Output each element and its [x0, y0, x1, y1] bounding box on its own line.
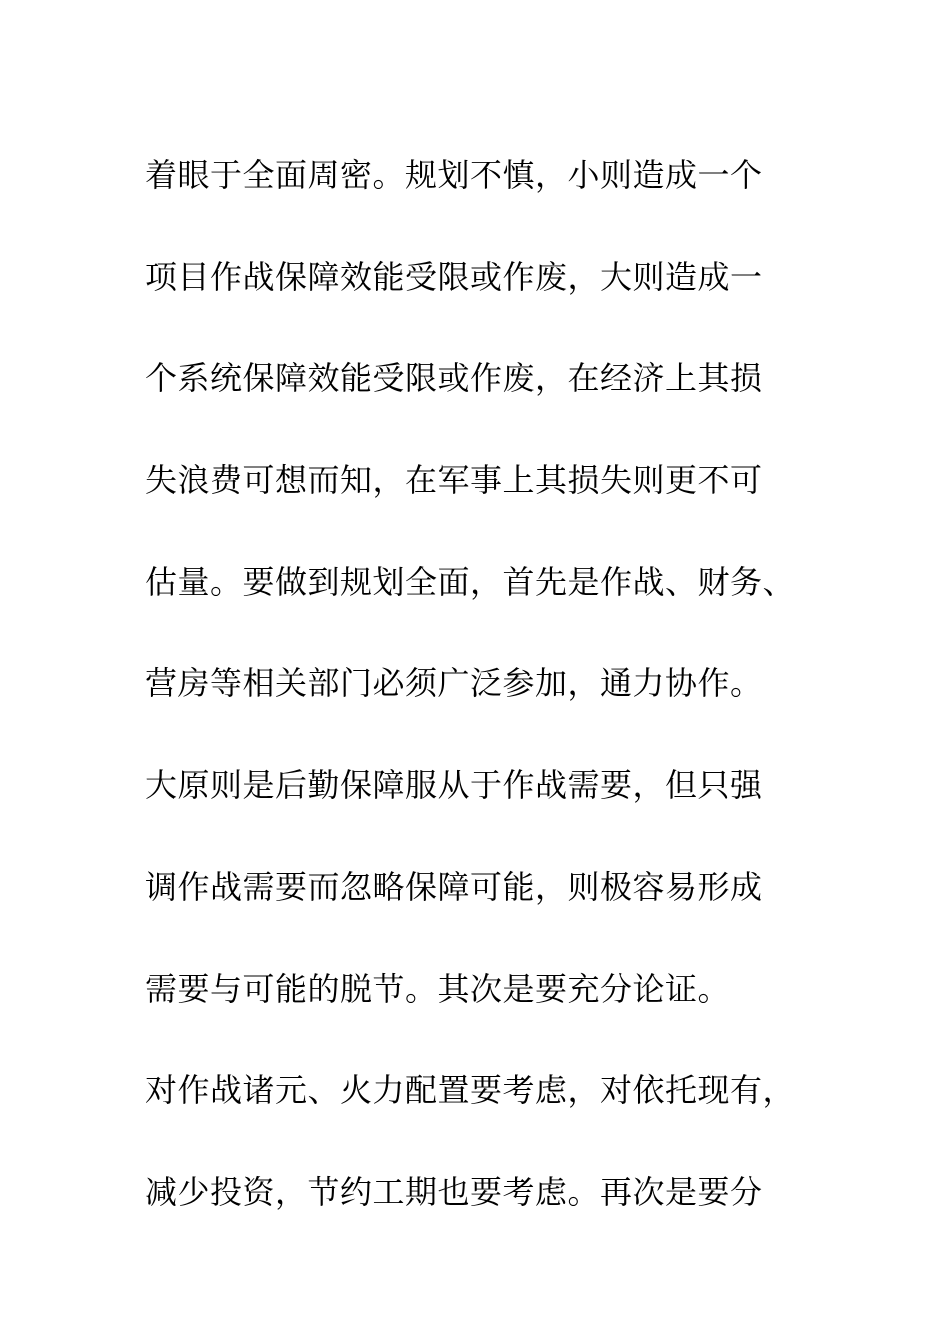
- text-line: 失浪费可想而知，在军事上其损失则更不可: [145, 461, 763, 500]
- body-text: [145, 125, 865, 1244]
- text-line: 大原则是后勤保障服从于作战需要，但只强: [145, 766, 763, 805]
- text-line: 个系统保障效能受限或作废，在经济上其损: [145, 359, 763, 398]
- text-line: 对作战诸元、火力配置要考虑，对依托现有，: [145, 1071, 796, 1110]
- text-line: 项目作战保障效能受限或作废，大则造成一: [145, 257, 763, 296]
- text-line: 估量。要做到规划全面，首先是作战、财务、: [145, 562, 796, 601]
- text-line: 减少投资，节约工期也要考虑。再次是要分: [145, 1172, 763, 1211]
- text-line: 营房等相关部门必须广泛参加，通力协作。: [145, 664, 763, 703]
- text-line: 调作战需要而忽略保障可能，则极容易形成: [145, 867, 763, 906]
- text-line: 着眼于全面周密。规划不慎，小则造成一个: [145, 156, 763, 194]
- text-line: 需要与可能的脱节。其次是要充分论证。: [145, 969, 731, 1008]
